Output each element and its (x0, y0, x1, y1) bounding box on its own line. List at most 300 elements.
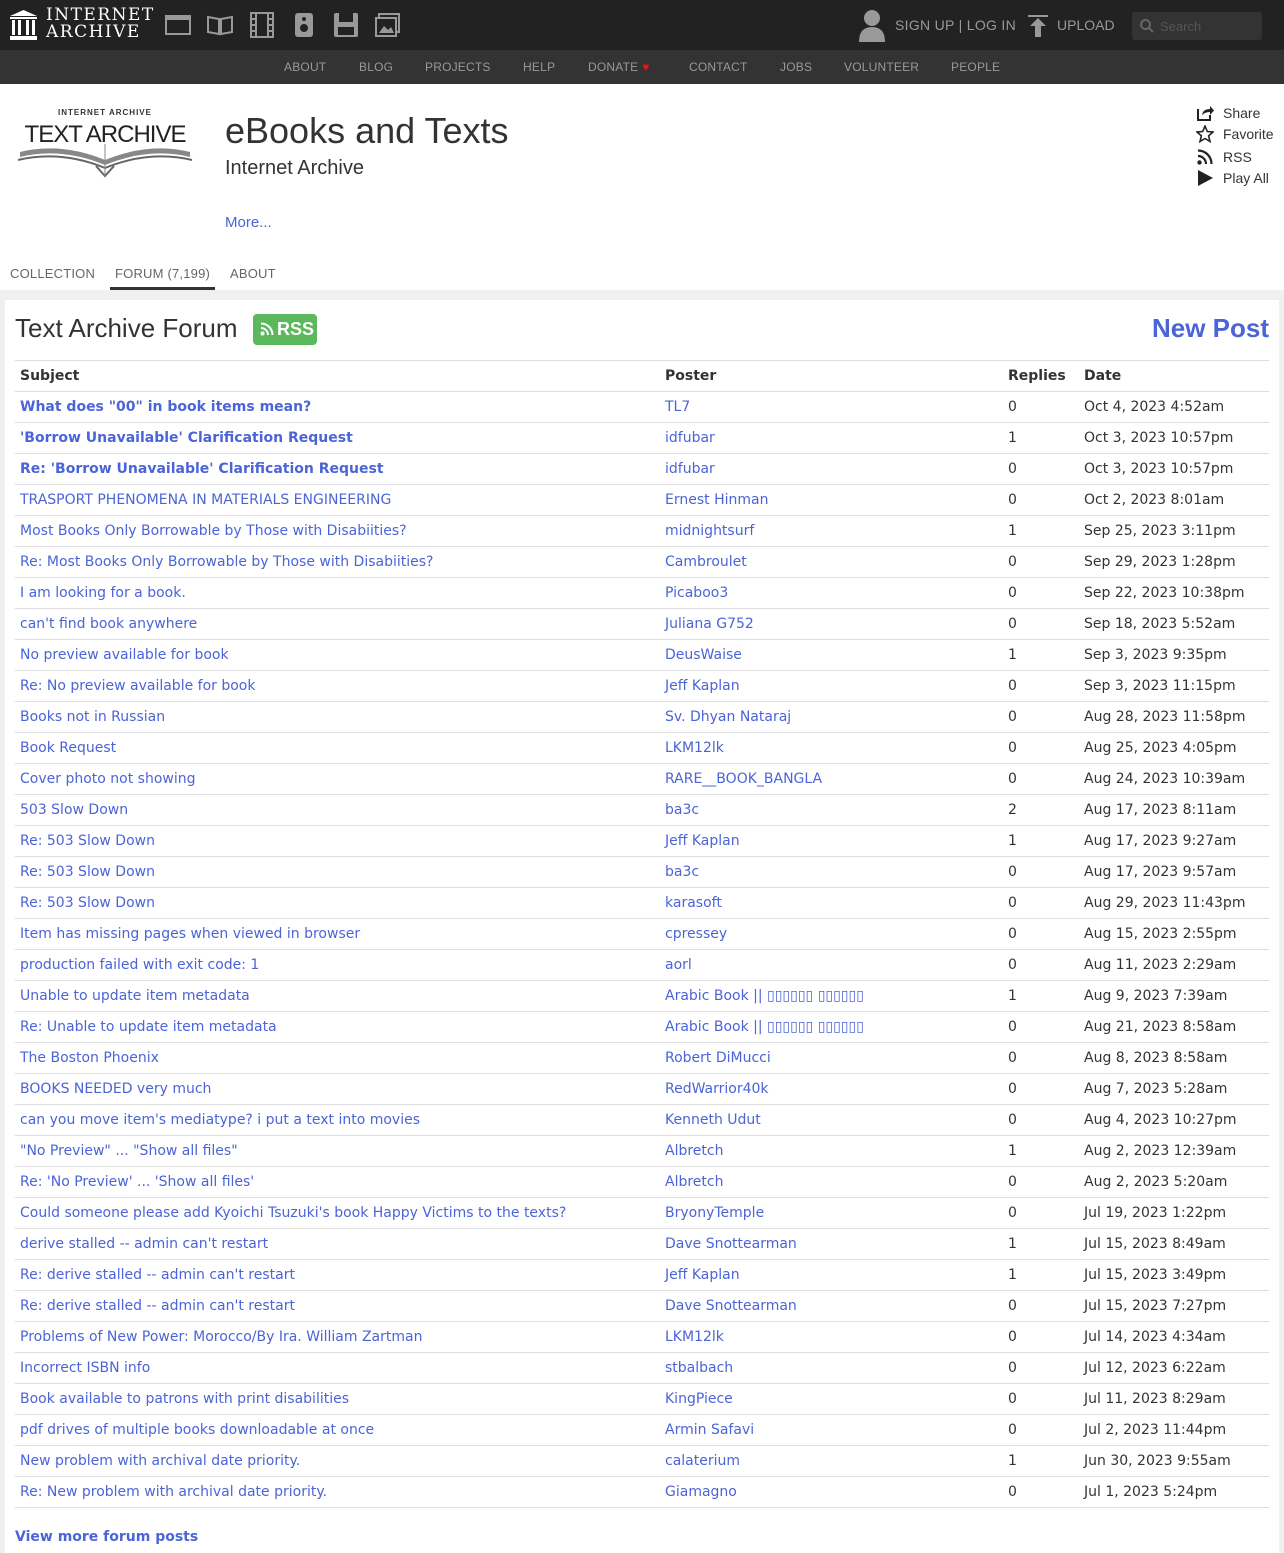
replies-cell: 2 (1003, 795, 1079, 826)
table-row (15, 888, 1269, 919)
thread-subject-link[interactable]: Re: 503 Slow Down (20, 864, 155, 880)
play-all-action[interactable] (1196, 168, 1284, 188)
poster-cell (660, 702, 1003, 733)
thread-subject-link[interactable]: Book Request (20, 740, 117, 756)
date-cell: Aug 2, 2023 12:39am (1079, 1136, 1269, 1167)
table-row (15, 950, 1269, 981)
poster-cell (660, 671, 1003, 702)
thread-subject-link[interactable]: I am looking for a book. (20, 585, 186, 601)
column-header-date[interactable]: Date (1079, 361, 1269, 392)
rss-icon (1196, 148, 1214, 166)
thread-subject-link[interactable]: pdf drives of multiple books downloadable at once (20, 1422, 375, 1438)
table-row (15, 795, 1269, 826)
table-header-row (15, 361, 1269, 392)
rss-button-label: RSS (277, 319, 315, 339)
table-row (15, 1012, 1269, 1043)
poster-cell (660, 826, 1003, 857)
images-icon[interactable] (375, 12, 401, 38)
internet-archive-logo[interactable] (10, 5, 155, 43)
replies-cell: 1 (1003, 423, 1079, 454)
poster-cell (660, 764, 1003, 795)
replies-cell: 0 (1003, 1198, 1079, 1229)
poster-cell (660, 1322, 1003, 1353)
poster-cell (660, 1353, 1003, 1384)
subject-cell (15, 733, 660, 764)
nav-bar (0, 50, 1284, 84)
subject-cell (15, 454, 660, 485)
date-cell: Aug 8, 2023 8:58am (1079, 1043, 1269, 1074)
date-cell: Aug 17, 2023 9:27am (1079, 826, 1269, 857)
play-icon (1196, 169, 1214, 187)
table-row (15, 1260, 1269, 1291)
date-cell: Sep 25, 2023 3:11pm (1079, 516, 1269, 547)
poster-link[interactable]: DeusWaise (665, 647, 742, 663)
date-cell: Aug 17, 2023 9:57am (1079, 857, 1269, 888)
table-row (15, 1105, 1269, 1136)
poster-link[interactable]: Jeff Kaplan (665, 678, 740, 694)
table-row (15, 733, 1269, 764)
texts-icon[interactable] (207, 12, 233, 38)
archive-building-icon (10, 10, 37, 40)
poster-link[interactable]: idfubar (665, 430, 715, 446)
table-row (15, 454, 1269, 485)
nav-donate[interactable] (588, 60, 650, 74)
replies-cell: 0 (1003, 454, 1079, 485)
poster-cell (660, 1291, 1003, 1322)
replies-cell: 0 (1003, 950, 1079, 981)
thread-subject-link[interactable]: can you move item's mediatype? i put a text into movies (20, 1112, 421, 1128)
logo-line-1: INTERNET (46, 5, 155, 25)
replies-cell: 1 (1003, 516, 1079, 547)
poster-cell (660, 1074, 1003, 1105)
replies-cell: 0 (1003, 888, 1079, 919)
date-cell: Jul 15, 2023 3:49pm (1079, 1260, 1269, 1291)
poster-cell (660, 516, 1003, 547)
poster-link[interactable]: Giamagno (665, 1484, 737, 1500)
column-header-replies[interactable]: Replies (1003, 361, 1079, 392)
table-row (15, 516, 1269, 547)
table-row (15, 640, 1269, 671)
poster-link[interactable]: stbalbach (665, 1360, 734, 1376)
table-row (15, 609, 1269, 640)
subject-cell (15, 1291, 660, 1322)
date-cell: Aug 11, 2023 2:29am (1079, 950, 1269, 981)
replies-cell: 0 (1003, 609, 1079, 640)
table-row (15, 857, 1269, 888)
share-action[interactable] (1196, 103, 1284, 123)
subject-cell (15, 795, 660, 826)
audio-icon[interactable] (291, 12, 317, 38)
table-row (15, 578, 1269, 609)
poster-link[interactable]: cpressey (665, 926, 728, 942)
poster-link[interactable]: ba3c (665, 802, 700, 818)
forum-rss-button[interactable] (253, 314, 317, 345)
subject-cell (15, 485, 660, 516)
date-cell: Aug 15, 2023 2:55pm (1079, 919, 1269, 950)
thread-subject-link[interactable]: Cover photo not showing (20, 771, 196, 787)
thread-subject-link[interactable]: Re: Most Books Only Borrowable by Those with Disabiities? (20, 554, 434, 570)
thread-subject-link[interactable]: New problem with archival date priority. (20, 1453, 301, 1469)
replies-cell: 0 (1003, 1074, 1079, 1105)
replies-cell: 0 (1003, 1477, 1079, 1508)
replies-cell: 0 (1003, 1043, 1079, 1074)
date-cell: Aug 29, 2023 11:43pm (1079, 888, 1269, 919)
date-cell: Oct 4, 2023 4:52am (1079, 392, 1269, 423)
thread-subject-link[interactable]: Item has missing pages when viewed in browser (20, 926, 361, 942)
poster-link[interactable]: idfubar (665, 461, 715, 477)
thread-subject-link[interactable]: Problems of New Power: Morocco/By Ira. William Zartman (20, 1329, 423, 1345)
poster-link[interactable]: Kenneth Udut (665, 1112, 761, 1128)
poster-cell (660, 640, 1003, 671)
thread-subject-link[interactable]: Could someone please add Kyoichi Tsuzuki's book Happy Victims to the texts? (20, 1205, 567, 1221)
subject-cell (15, 702, 660, 733)
thread-subject-link[interactable]: Unable to update item metadata (20, 988, 250, 1004)
replies-cell: 0 (1003, 392, 1079, 423)
table-row (15, 423, 1269, 454)
nav-jobs[interactable]: JOBS (780, 60, 813, 74)
thread-subject-link[interactable]: production failed with exit code: 1 (20, 957, 260, 973)
subject-cell (15, 1198, 660, 1229)
replies-cell: 0 (1003, 1167, 1079, 1198)
table-row (15, 1477, 1269, 1508)
date-cell: Sep 18, 2023 5:52am (1079, 609, 1269, 640)
new-post-link[interactable]: New Post (1151, 313, 1269, 343)
thread-subject-link[interactable]: BOOKS NEEDED very much (20, 1081, 212, 1097)
software-icon[interactable] (333, 12, 359, 38)
poster-link[interactable]: Juliana G752 (665, 616, 754, 632)
subject-cell (15, 764, 660, 795)
web-icon[interactable] (165, 12, 191, 38)
replies-cell: 0 (1003, 857, 1079, 888)
poster-cell (660, 795, 1003, 826)
date-cell: Aug 24, 2023 10:39am (1079, 764, 1269, 795)
top-bar (0, 0, 1284, 50)
subject-cell (15, 1384, 660, 1415)
subject-cell (15, 857, 660, 888)
search-box[interactable] (1132, 12, 1262, 40)
table-row (15, 1446, 1269, 1477)
view-more-forum-posts-link[interactable]: View more forum posts (15, 1529, 199, 1545)
thread-subject-link[interactable]: Re: Unable to update item metadata (20, 1019, 277, 1035)
logo-text (46, 7, 155, 41)
replies-cell: 1 (1003, 1260, 1079, 1291)
subject-cell (15, 981, 660, 1012)
subject-cell (15, 1353, 660, 1384)
nav-contact[interactable]: CONTACT (689, 60, 748, 74)
poster-cell (660, 454, 1003, 485)
favorite-action[interactable] (1196, 124, 1284, 144)
subject-cell (15, 1229, 660, 1260)
tab-about[interactable]: ABOUT (230, 266, 276, 281)
favorite-label: Favorite (1223, 126, 1274, 142)
poster-link[interactable]: LKM12lk (665, 740, 724, 756)
poster-link[interactable]: RARE__BOOK_BANGLA (665, 771, 823, 787)
date-cell: Aug 21, 2023 8:58am (1079, 1012, 1269, 1043)
subject-cell (15, 1043, 660, 1074)
table-row (15, 1167, 1269, 1198)
replies-cell: 0 (1003, 671, 1079, 702)
forum-table (15, 360, 1269, 1508)
poster-link[interactable]: Jeff Kaplan (665, 1267, 740, 1283)
poster-link[interactable]: Cambroulet (665, 554, 747, 570)
date-cell: Jul 12, 2023 6:22am (1079, 1353, 1269, 1384)
nav-people[interactable]: PEOPLE (951, 60, 1001, 74)
subject-cell (15, 609, 660, 640)
poster-link[interactable]: KingPiece (665, 1391, 733, 1407)
thread-subject-link[interactable]: Re: derive stalled -- admin can't restart (20, 1267, 295, 1283)
thread-subject-link[interactable]: Incorrect ISBN info (20, 1360, 151, 1376)
collection-tabs (0, 262, 1284, 292)
replies-cell: 0 (1003, 733, 1079, 764)
date-cell: Oct 3, 2023 10:57pm (1079, 454, 1269, 485)
thread-subject-link[interactable]: Re: derive stalled -- admin can't restart (20, 1298, 295, 1314)
subject-cell (15, 1136, 660, 1167)
rss-label: RSS (1223, 149, 1252, 165)
date-cell: Aug 9, 2023 7:39am (1079, 981, 1269, 1012)
column-header-poster[interactable]: Poster (660, 361, 1003, 392)
nav-help[interactable]: HELP (523, 60, 556, 74)
table-row (15, 1074, 1269, 1105)
poster-cell (660, 1384, 1003, 1415)
nav-volunteer[interactable]: VOLUNTEER (844, 60, 920, 74)
replies-cell: 1 (1003, 1229, 1079, 1260)
date-cell: Jul 11, 2023 8:29am (1079, 1384, 1269, 1415)
thread-subject-link[interactable]: Re: 503 Slow Down (20, 895, 155, 911)
poster-link[interactable]: TL7 (665, 399, 691, 415)
logo-line-2: ARCHIVE (46, 22, 141, 42)
thread-subject-link[interactable]: can't find book anywhere (20, 616, 198, 632)
search-icon[interactable] (1140, 19, 1154, 33)
date-cell: Jun 30, 2023 9:55am (1079, 1446, 1269, 1477)
poster-link[interactable]: Robert DiMucci (665, 1050, 771, 1066)
poster-link[interactable]: karasoft (665, 895, 722, 911)
search-input[interactable] (1160, 16, 1256, 36)
poster-cell (660, 1260, 1003, 1291)
date-cell: Aug 7, 2023 5:28am (1079, 1074, 1269, 1105)
poster-cell (660, 578, 1003, 609)
user-avatar-icon[interactable] (857, 8, 887, 42)
tab-forum[interactable]: FORUM (7,199) (110, 266, 215, 290)
poster-cell (660, 919, 1003, 950)
subject-cell (15, 826, 660, 857)
poster-link[interactable]: Albretch (665, 1143, 724, 1159)
subject-cell (15, 1446, 660, 1477)
poster-cell (660, 888, 1003, 919)
subject-cell (15, 640, 660, 671)
date-cell: Jul 14, 2023 4:34am (1079, 1322, 1269, 1353)
replies-cell: 0 (1003, 1012, 1079, 1043)
table-row (15, 919, 1269, 950)
replies-cell: 1 (1003, 981, 1079, 1012)
poster-link[interactable]: Jeff Kaplan (665, 833, 740, 849)
date-cell: Oct 2, 2023 8:01am (1079, 485, 1269, 516)
poster-cell (660, 1012, 1003, 1043)
thread-subject-link[interactable]: Re: No preview available for book (20, 678, 256, 694)
date-cell: Sep 29, 2023 1:28pm (1079, 547, 1269, 578)
poster-link[interactable]: ba3c (665, 864, 700, 880)
replies-cell: 1 (1003, 640, 1079, 671)
subject-cell (15, 1167, 660, 1198)
subject-cell (15, 1012, 660, 1043)
poster-cell (660, 1446, 1003, 1477)
date-cell: Sep 22, 2023 10:38pm (1079, 578, 1269, 609)
subject-cell (15, 547, 660, 578)
subject-cell (15, 1322, 660, 1353)
table-row (15, 392, 1269, 423)
replies-cell: 0 (1003, 1415, 1079, 1446)
subject-cell (15, 392, 660, 423)
replies-cell: 1 (1003, 826, 1079, 857)
poster-link[interactable]: Picaboo3 (665, 585, 729, 601)
table-row (15, 1136, 1269, 1167)
poster-cell (660, 1477, 1003, 1508)
poster-link[interactable]: midnightsurf (665, 523, 755, 539)
thread-subject-link[interactable]: The Boston Phoenix (20, 1050, 159, 1066)
poster-link[interactable]: RedWarrior40k (665, 1081, 769, 1097)
subject-cell (15, 671, 660, 702)
upload-link[interactable]: UPLOAD (1057, 17, 1115, 33)
poster-link[interactable]: aorl (665, 957, 692, 973)
subject-cell (15, 578, 660, 609)
poster-link[interactable]: calaterium (665, 1453, 741, 1469)
subject-cell (15, 1074, 660, 1105)
tab-collection[interactable]: COLLECTION (10, 266, 96, 281)
subject-cell (15, 516, 660, 547)
subject-cell (15, 950, 660, 981)
poster-link[interactable]: Albretch (665, 1174, 724, 1190)
date-cell: Aug 28, 2023 11:58pm (1079, 702, 1269, 733)
thread-subject-link[interactable]: Book available to patrons with print disabilities (20, 1391, 350, 1407)
table-row (15, 1415, 1269, 1446)
subject-cell (15, 1105, 660, 1136)
table-row (15, 702, 1269, 733)
collection-subtitle: Internet Archive (225, 157, 364, 179)
date-cell: Aug 2, 2023 5:20am (1079, 1167, 1269, 1198)
poster-link[interactable]: LKM12lk (665, 1329, 724, 1345)
rss-icon (260, 322, 274, 336)
poster-link[interactable]: Dave Snottearman (665, 1236, 797, 1252)
logo-top-text: INTERNET ARCHIVE (58, 108, 152, 117)
signup-login-link[interactable]: SIGN UP | LOG IN (895, 17, 1016, 33)
poster-link[interactable]: Dave Snottearman (665, 1298, 797, 1314)
replies-cell: 0 (1003, 1291, 1079, 1322)
thread-subject-link[interactable]: No preview available for book (20, 647, 229, 663)
poster-cell (660, 1136, 1003, 1167)
poster-link[interactable]: Arabic Book || ▯▯▯▯▯▯ ▯▯▯▯▯▯ (665, 988, 864, 1004)
column-header-subject[interactable]: Subject (15, 361, 660, 392)
date-cell: Oct 3, 2023 10:57pm (1079, 423, 1269, 454)
poster-cell (660, 423, 1003, 454)
forum-title: Text Archive Forum (15, 313, 238, 343)
thread-subject-link[interactable]: What does "00" in book items mean? (20, 399, 312, 415)
thread-subject-link[interactable]: Most Books Only Borrowable by Those with Disabiities? (20, 523, 407, 539)
table-row (15, 826, 1269, 857)
share-label: Share (1223, 105, 1261, 121)
thread-subject-link[interactable]: Re: 503 Slow Down (20, 833, 155, 849)
replies-cell: 1 (1003, 1446, 1079, 1477)
poster-cell (660, 392, 1003, 423)
date-cell: Aug 25, 2023 4:05pm (1079, 733, 1269, 764)
collection-title: eBooks and Texts (225, 110, 509, 151)
poster-cell (660, 1167, 1003, 1198)
thread-subject-link[interactable]: Re: 'Borrow Unavailable' Clarification Request (20, 461, 384, 477)
nav-about[interactable]: ABOUT (284, 60, 327, 74)
subject-cell (15, 423, 660, 454)
table-row (15, 1384, 1269, 1415)
replies-cell: 0 (1003, 919, 1079, 950)
replies-cell: 0 (1003, 547, 1079, 578)
share-icon (1196, 104, 1214, 122)
table-row (15, 764, 1269, 795)
thread-subject-link[interactable]: 'Borrow Unavailable' Clarification Request (20, 430, 353, 446)
logo-main-text: TEXT ARCHIVE (24, 121, 186, 148)
poster-cell (660, 1043, 1003, 1074)
table-row (15, 485, 1269, 516)
replies-cell: 0 (1003, 702, 1079, 733)
star-icon (1196, 125, 1214, 143)
table-row (15, 671, 1269, 702)
poster-cell (660, 547, 1003, 578)
upload-icon[interactable] (1028, 15, 1048, 37)
replies-cell: 0 (1003, 764, 1079, 795)
thread-subject-link[interactable]: "No Preview" ... "Show all files" (20, 1143, 238, 1159)
table-row (15, 547, 1269, 578)
poster-link[interactable]: Sv. Dhyan Nataraj (665, 709, 792, 725)
more-link[interactable]: More... (225, 214, 272, 231)
thread-subject-link[interactable]: Books not in Russian (20, 709, 166, 725)
date-cell: Sep 3, 2023 11:15pm (1079, 671, 1269, 702)
poster-cell (660, 1229, 1003, 1260)
subject-cell (15, 919, 660, 950)
subject-cell (15, 888, 660, 919)
thread-subject-link[interactable]: derive stalled -- admin can't restart (20, 1236, 269, 1252)
subject-cell (15, 1415, 660, 1446)
poster-link[interactable]: Armin Safavi (665, 1422, 755, 1438)
replies-cell: 0 (1003, 578, 1079, 609)
forum-table-body (15, 392, 1269, 1508)
thread-subject-link[interactable]: Re: New problem with archival date priority. (20, 1484, 328, 1500)
poster-link[interactable]: BryonyTemple (665, 1205, 765, 1221)
poster-link[interactable]: Arabic Book || ▯▯▯▯▯▯ ▯▯▯▯▯▯ (665, 1019, 864, 1035)
subject-cell (15, 1260, 660, 1291)
thread-subject-link[interactable]: TRASPORT PHENOMENA IN MATERIALS ENGINEERING (20, 492, 392, 508)
date-cell: Jul 19, 2023 1:22pm (1079, 1198, 1269, 1229)
date-cell: Jul 15, 2023 8:49am (1079, 1229, 1269, 1260)
replies-cell: 1 (1003, 1136, 1079, 1167)
poster-cell (660, 733, 1003, 764)
play-all-label: Play All (1223, 170, 1269, 186)
poster-link[interactable]: Ernest Hinman (665, 492, 769, 508)
replies-cell: 0 (1003, 485, 1079, 516)
replies-cell: 0 (1003, 1105, 1079, 1136)
thread-subject-link[interactable]: Re: 'No Preview' ... 'Show all files' (20, 1174, 255, 1190)
poster-cell (660, 857, 1003, 888)
table-row (15, 1043, 1269, 1074)
table-row (15, 1322, 1269, 1353)
table-row (15, 1198, 1269, 1229)
date-cell: Aug 17, 2023 8:11am (1079, 795, 1269, 826)
video-icon[interactable] (249, 12, 275, 38)
poster-cell (660, 950, 1003, 981)
poster-cell (660, 1415, 1003, 1446)
table-row (15, 981, 1269, 1012)
thread-subject-link[interactable]: 503 Slow Down (20, 802, 129, 818)
nav-projects[interactable]: PROJECTS (425, 60, 491, 74)
nav-blog[interactable]: BLOG (359, 60, 394, 74)
poster-cell (660, 981, 1003, 1012)
rss-action[interactable] (1196, 147, 1284, 167)
date-cell: Jul 1, 2023 5:24pm (1079, 1477, 1269, 1508)
